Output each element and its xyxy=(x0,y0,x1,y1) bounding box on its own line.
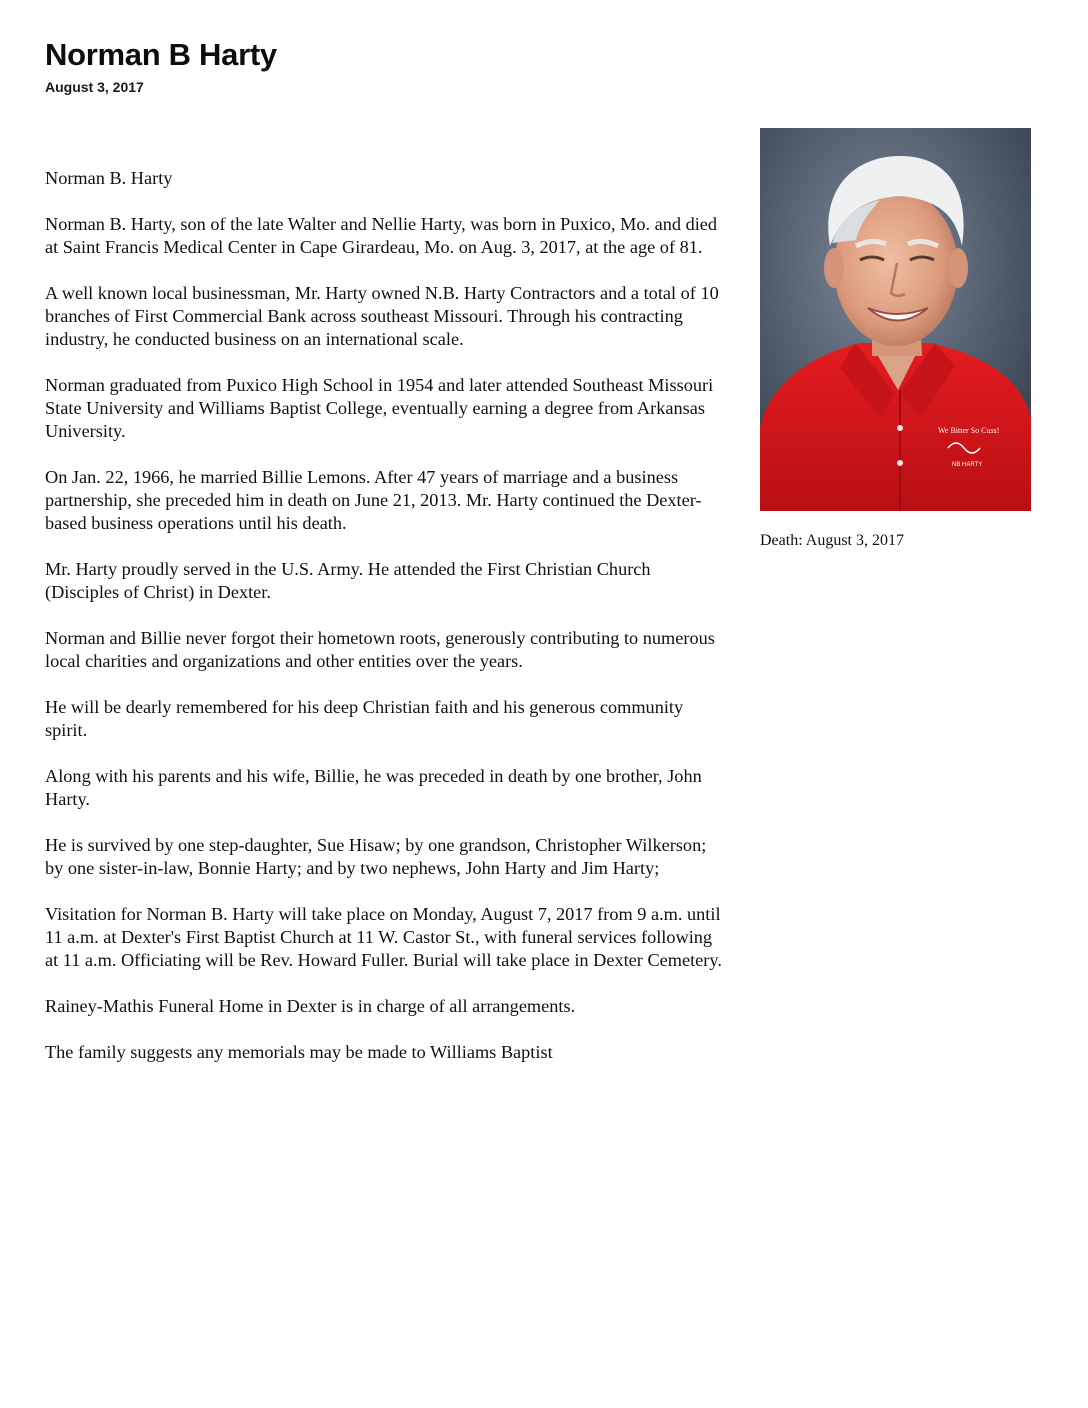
paragraph: The family suggests any memorials may be made to Williams Baptist xyxy=(45,1042,553,1062)
paragraph: Along with his parents and his wife, Billie, he was preceded in death by one brother, John Harty. xyxy=(45,766,702,809)
paragraph: Mr. Harty proudly served in the U.S. Army. He attended the First Christian Church (Disciples of Christ) in Dexter. xyxy=(45,559,651,602)
paragraph: He will be dearly remembered for his deep Christian faith and his generous community spirit. xyxy=(45,697,684,740)
portrait-photo xyxy=(760,128,1031,511)
paragraph: Norman graduated from Puxico High School in 1954 and later attended Southeast Missouri State University and Williams Baptist College, eventually earning a degree from Arkansas University. xyxy=(45,375,714,441)
paragraph: Norman B. Harty, son of the late Walter and Nellie Harty, was born in Puxico, Mo. and died at Saint Francis Medical Center in Cape Girardeau, Mo. on Aug. 3, 2017, at the age of 81. xyxy=(45,214,718,257)
page-title: Norman B Harty xyxy=(45,37,277,72)
shirt-logo-text: We Bitter So Cuss! xyxy=(938,426,1000,435)
paragraph: Norman and Billie never forgot their hometown roots, generously contributing to numerous local charities and organizations and other entities over the years. xyxy=(45,628,715,671)
paragraph: Norman B. Harty xyxy=(45,168,173,188)
publish-date: August 3, 2017 xyxy=(45,79,144,95)
paragraph: Rainey-Mathis Funeral Home in Dexter is in charge of all arrangements. xyxy=(45,996,576,1016)
paragraph: A well known local businessman, Mr. Harty owned N.B. Harty Contractors and a total of 10 branches of First Commercial Bank across southeast Missouri. Through his contracting industry, he conducted business on an international scale. xyxy=(45,283,719,349)
paragraph: He is survived by one step-daughter, Sue Hisaw; by one grandson, Christopher Wilkerson; by one sister-in-law, Bonnie Harty; and by two nephews, John Harty and Jim Harty; xyxy=(45,835,707,878)
death-caption: Death: August 3, 2017 xyxy=(760,532,904,549)
paragraph: On Jan. 22, 1966, he married Billie Lemons. After 47 years of marriage and a business partnership, she preceded him in death on June 21, 2013. Mr. Harty continued the Dexter-based business operations until his death. xyxy=(45,467,702,533)
portrait-photo-icon xyxy=(760,128,1031,511)
paragraph: Visitation for Norman B. Harty will take place on Monday, August 7, 2017 from 9 a.m. until 11 a.m. at Dexter's First Baptist Church at 11 W. Castor St., with funeral services following at 11 a.m. Officiating will be Rev. Howard Fuller. Burial will take place in Dexter Cemetery. xyxy=(45,904,722,970)
shirt-name-text: NB HARTY xyxy=(952,462,983,468)
obituary-body xyxy=(45,167,725,1087)
